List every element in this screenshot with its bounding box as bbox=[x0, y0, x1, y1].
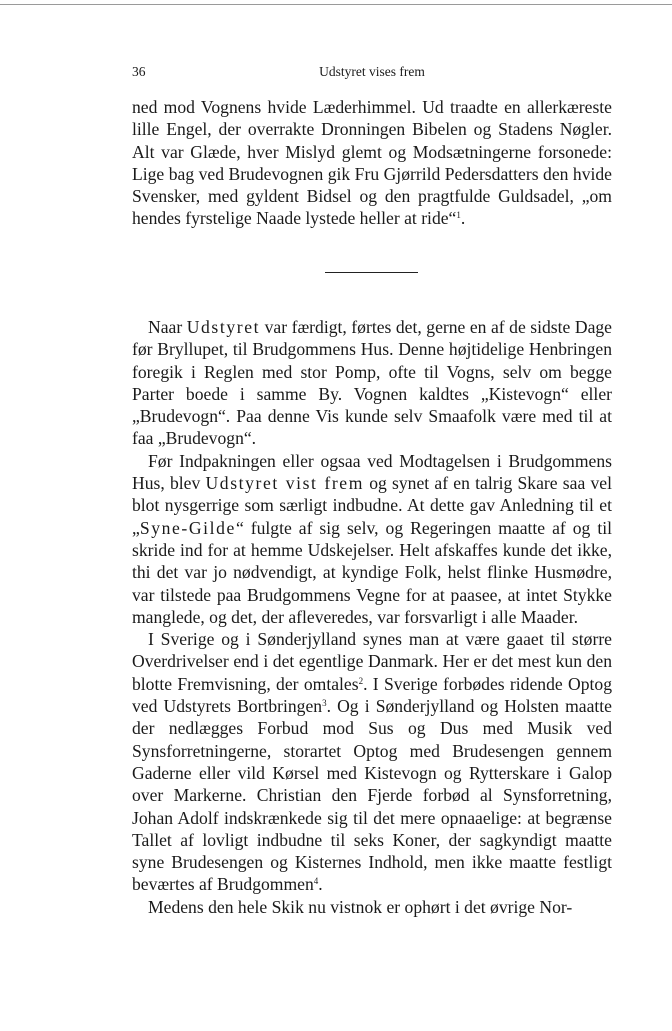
paragraph bbox=[132, 628, 612, 896]
paragraph bbox=[132, 896, 612, 918]
text-run: “ fulgte af sig selv, og Regeringen maatte af og til skride ind for at hemme Udskejelser. Helt afskaffes kunde det ikke, thi det var jo nødvendigt, at kyndige Folk, helst flinke Husmødre, var tilstede paa Brudgommens Vegne for at paasee, at intet Stykke manglede, og det, der afleveredes, var forsvarligt i alle Maader. bbox=[132, 517, 612, 627]
text-run: . I Sverige forbødes ridende Optog ved Udstyrets Bortbringen bbox=[132, 673, 613, 717]
emphasis-spaced: Syne-Gilde bbox=[139, 517, 236, 538]
text-run: . bbox=[318, 874, 323, 895]
text-run: var færdigt, førtes det, gerne en af de sidste Dage før Bryllupet, til Brudgommens Hus. Denne højtidelige Henbringen foregik i Reglen med stor Pomp, ofte til Vogns, selv om begge Parter boede i samme By. Vognen kaldtes „Kistevogn“ eller „Brudevogn“. Paa denne Vis kunde selv Smaafolk være med til at faa „Brudevogn“. bbox=[132, 317, 612, 449]
text-run: Medens den hele Skik nu vistnok er ophørt i det øvrige Nor- bbox=[148, 896, 573, 917]
footnote-ref: 4 bbox=[313, 876, 319, 887]
footnote-ref: 2 bbox=[358, 675, 364, 686]
page-header bbox=[132, 64, 612, 86]
footnote-ref: 1 bbox=[456, 210, 461, 221]
text-run: . Og i Sønderjylland og Holsten maatte der nedlægges Forbud mod Sus og Dus med Musik ved Synsforretningerne, storartet Optog med Brudesengen gennem Gaderne eller vild Kørsel med Kistevogn og Rytterskare i Galop over Markerne. Christian den Fjerde forbød al Synsforretning, Johan Adolf indskrænkede sig til det mere opnaaelige: at begrænse Tallet af lovligt indbudne til seks Koner, der sagkyndigt maatte syne Brudesengen og Kisternes Indhold, men ikke maatte festligt beværtes af Brudgommen bbox=[132, 696, 612, 895]
text-block-top bbox=[132, 96, 612, 230]
text-run: og synet af en talrig Skare saa vel blot nysgerrige som særligt indbudne. At dette gav Anledning til et „ bbox=[132, 473, 612, 538]
emphasis-spaced: Udstyret vist frem bbox=[205, 473, 364, 494]
running-head: Udstyret vises frem bbox=[319, 64, 425, 79]
text-block-main bbox=[132, 316, 612, 918]
text-run: Naar bbox=[148, 317, 187, 337]
emphasis-spaced: Udstyret bbox=[186, 317, 261, 337]
paragraph-end: . bbox=[460, 208, 466, 229]
paragraph bbox=[132, 450, 612, 628]
paragraph bbox=[132, 316, 612, 450]
text-run: Før Indpakningen eller ogsaa ved Modtagelsen i Brudgommens Hus, blev bbox=[132, 450, 612, 494]
text-run: I Sverige og i Sønderjylland synes man at være gaaet til større Overdrivelser end i det egentlige Danmark. Her er det mest kun den blotte Fremvisning, der omtales bbox=[132, 629, 612, 694]
paragraph-text: ned mod Vognens hvide Læderhimmel. Ud traadte en allerkæreste lille Engel, der overrakte Dronningen Bibelen og Stadens Nøgler. Alt var Glæde, hver Mislyd glemt og Modsætningerne forsonede: Lige bag ved Brudevognen gik Fru Gjørrild Pedersdatters den hvide Svensker, med gyldent Bidsel og den pragtfulde Guldsadel, „om hendes fyrstelige Naade lystede heller at ride“ bbox=[132, 97, 612, 229]
page-number: 36 bbox=[132, 64, 146, 79]
footnote-ref: 3 bbox=[322, 698, 327, 709]
page-edge-rule bbox=[0, 4, 672, 5]
paragraph-continuation bbox=[132, 96, 612, 230]
section-divider bbox=[325, 272, 418, 273]
